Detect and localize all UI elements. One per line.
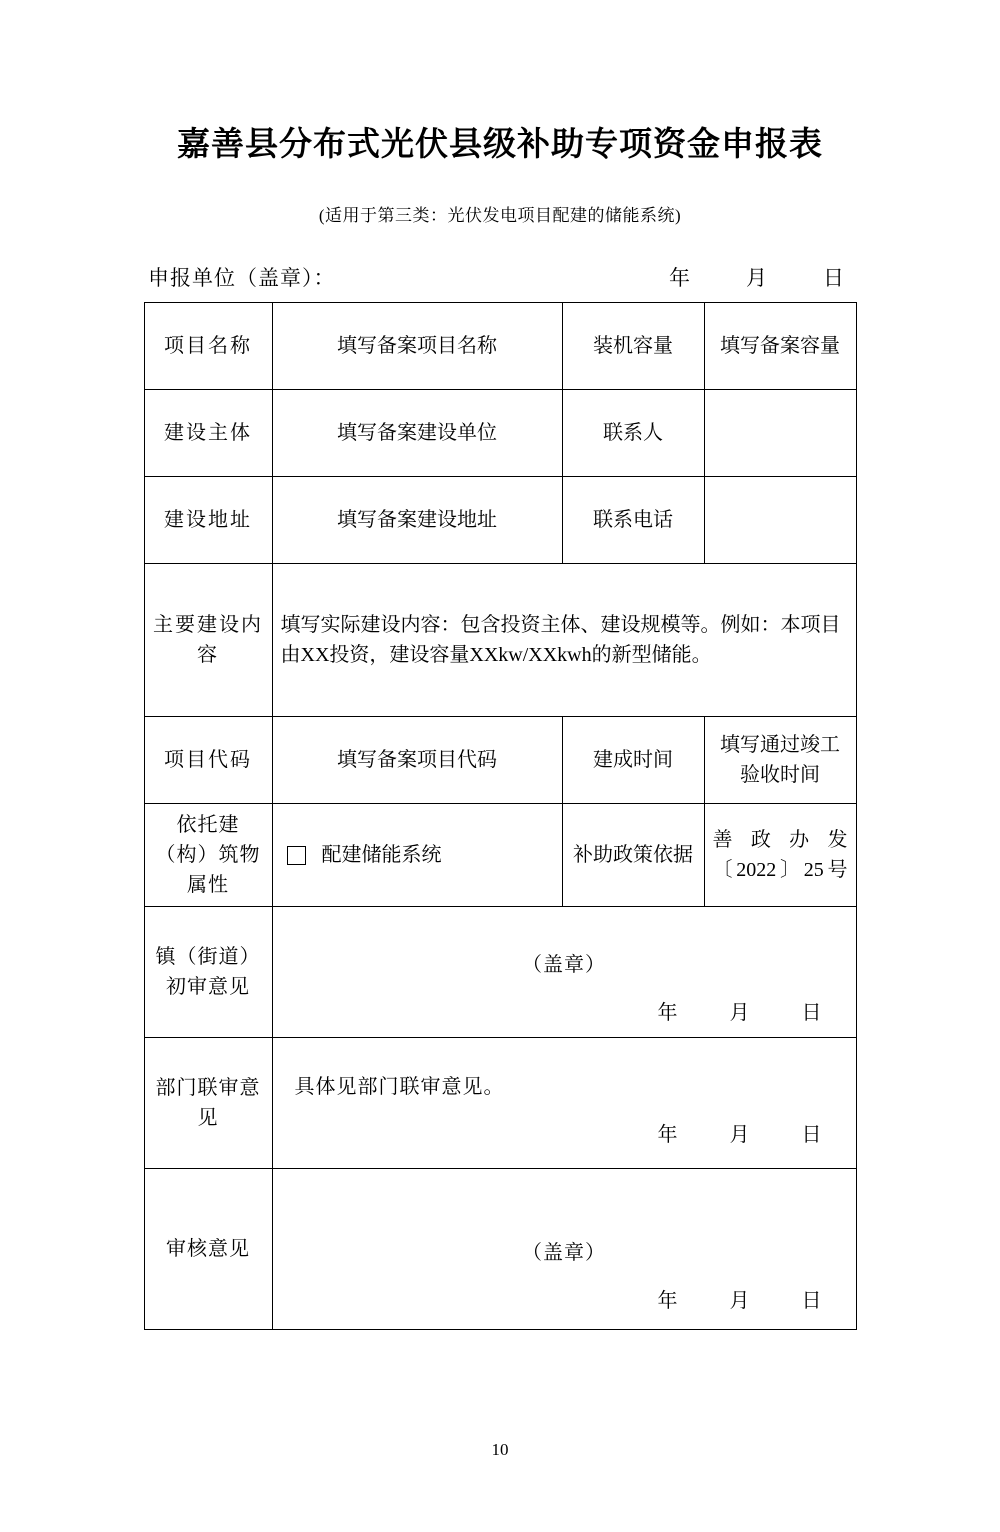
dept-opinion-value[interactable] (272, 1038, 856, 1169)
contact-value[interactable] (704, 390, 856, 477)
applicant-row (0, 262, 1000, 292)
page-number: 10 (491, 1440, 509, 1459)
phone-value[interactable] (704, 477, 856, 564)
date-day-label: 日 (801, 1124, 822, 1146)
date-day-label: 日 (823, 266, 844, 290)
application-form-table (144, 302, 857, 1330)
main-content-value[interactable]: 填写实际建设内容：包含投资主体、建设规模等。例如：本项目由XX投资，建设容量XXkw/XXkwh的新型储能。 (272, 564, 856, 717)
audit-opinion-date (281, 1286, 848, 1316)
table-row (144, 907, 856, 1038)
page-title: 嘉善县分布式光伏县级补助专项资金申报表 (177, 127, 823, 163)
main-content-label: 主要建设内容 (144, 564, 272, 717)
address-value[interactable]: 填写备案建设地址 (272, 477, 562, 564)
audit-opinion-value[interactable] (272, 1169, 856, 1330)
project-name-label: 项目名称 (144, 303, 272, 390)
page-subtitle: (适用于第三类：光伏发电项目配建的储能系统) (318, 206, 682, 225)
project-name-value[interactable]: 填写备案项目名称 (272, 303, 562, 390)
builder-value[interactable]: 填写备案建设单位 (272, 390, 562, 477)
policy-basis-value: 善政办发〔2022〕25号 (704, 804, 856, 907)
contact-label: 联系人 (562, 390, 704, 477)
town-opinion-date (281, 998, 848, 1028)
date-month-label: 月 (729, 1002, 750, 1024)
document-page (0, 118, 1000, 1532)
date-month-label: 月 (729, 1124, 750, 1146)
date-year-label: 年 (657, 1290, 678, 1312)
audit-opinion-label: 审核意见 (144, 1169, 272, 1330)
capacity-value[interactable]: 填写备案容量 (704, 303, 856, 390)
town-opinion-value[interactable] (272, 907, 856, 1038)
applicant-date (669, 262, 852, 292)
town-opinion-seal: （盖章） (522, 954, 606, 976)
table-row (144, 477, 856, 564)
table-row (144, 1169, 856, 1330)
address-label: 建设地址 (144, 477, 272, 564)
table-row (144, 804, 856, 907)
dept-opinion-label: 部门联审意见 (144, 1038, 272, 1169)
building-attribute-option[interactable] (272, 804, 562, 907)
date-month-label: 月 (729, 1290, 750, 1312)
building-attribute-option-label: 配建储能系统 (321, 844, 442, 866)
capacity-label: 装机容量 (562, 303, 704, 390)
dept-opinion-text: 具体见部门联审意见。 (294, 1076, 505, 1098)
date-year-label: 年 (657, 1002, 678, 1024)
table-row (144, 564, 856, 717)
building-attribute-label: 依托建（构）筑物属性 (144, 804, 272, 907)
date-day-label: 日 (801, 1002, 822, 1024)
checkbox-icon[interactable] (287, 846, 306, 865)
date-day-label: 日 (801, 1290, 822, 1312)
dept-opinion-date (281, 1120, 848, 1150)
date-year-label: 年 (657, 1124, 678, 1146)
table-row (144, 1038, 856, 1169)
policy-basis-label: 补助政策依据 (562, 804, 704, 907)
table-row (144, 303, 856, 390)
phone-label: 联系电话 (562, 477, 704, 564)
table-row (144, 717, 856, 804)
date-year-label: 年 (669, 266, 690, 290)
project-code-label: 项目代码 (144, 717, 272, 804)
builder-label: 建设主体 (144, 390, 272, 477)
applicant-label: 申报单位（盖章）： (148, 266, 336, 290)
date-month-label: 月 (746, 266, 767, 290)
audit-opinion-seal: （盖章） (522, 1242, 606, 1264)
table-row (144, 390, 856, 477)
project-code-value[interactable]: 填写备案项目代码 (272, 717, 562, 804)
completion-value[interactable]: 填写通过竣工验收时间 (704, 717, 856, 804)
completion-label: 建成时间 (562, 717, 704, 804)
town-opinion-label: 镇（街道）初审意见 (144, 907, 272, 1038)
